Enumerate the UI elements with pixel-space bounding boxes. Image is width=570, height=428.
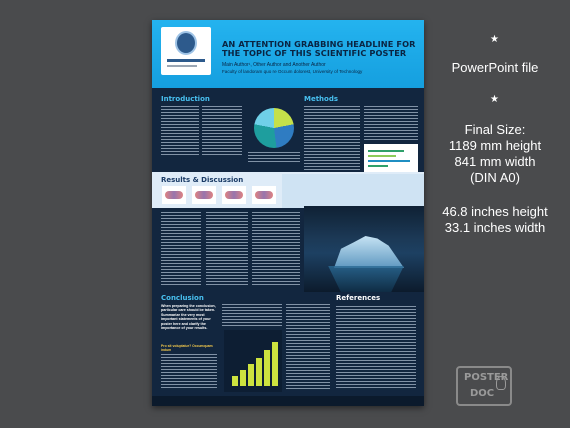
- star-icon: ★: [490, 94, 499, 105]
- methods-bar-chart: [364, 144, 418, 172]
- chart-bar: [256, 358, 262, 386]
- poster-authors: Main Author¹, Other Author and Another Author: [222, 62, 326, 68]
- chart-bar: [232, 376, 238, 386]
- poster-title-line1: AN ATTENTION GRABBING HEADLINE FOR: [222, 39, 416, 49]
- iceberg-underwater: [324, 266, 408, 292]
- pie-caption: [248, 152, 300, 162]
- section-introduction: Introduction: [161, 95, 210, 103]
- results-text-col3: [252, 212, 300, 286]
- conclusion-text-col3: [286, 304, 330, 390]
- result-figure-3: [222, 186, 246, 204]
- file-type-label: PowerPoint file: [451, 60, 539, 75]
- conclusion-text: [161, 354, 217, 388]
- star-icon: ★: [490, 34, 499, 45]
- logo-text-line1: POSTER: [464, 372, 509, 383]
- results-text-col1: [161, 212, 201, 286]
- methods-bar: [368, 160, 410, 162]
- result-figure-1: [162, 186, 186, 204]
- iceberg-image: [304, 206, 424, 292]
- size-label: Final Size:: [464, 122, 526, 137]
- posterdoc-logo: [456, 366, 512, 406]
- conclusion-lead: When preparing the conclusion, particular care should be taken. Summarize the very most important statements of your poster here and clarify the importance of your results.: [161, 304, 216, 331]
- results-intro-box: [282, 174, 424, 208]
- logo-bar-secondary: [167, 65, 197, 67]
- conclusion-bar-chart: [224, 330, 282, 392]
- width-in: 33.1 inches width: [444, 220, 546, 235]
- conclusion-text-col2: [222, 304, 282, 326]
- conclusion-question: Pro sit voluptatur? Occumquam indum: [161, 344, 213, 352]
- section-conclusion: Conclusion: [161, 294, 204, 302]
- poster-preview: [152, 20, 424, 406]
- methods-bar: [368, 165, 388, 167]
- methods-text-col2: [364, 106, 418, 140]
- iceberg-shape: [334, 236, 404, 268]
- section-methods: Methods: [304, 95, 339, 103]
- pie-chart: [254, 108, 294, 148]
- methods-bar: [368, 155, 396, 157]
- din-label: (DIN A0): [470, 170, 520, 185]
- width-mm: 841 mm width: [454, 154, 536, 169]
- section-results: Results & Discussion: [161, 176, 244, 184]
- chart-bar: [264, 350, 270, 386]
- methods-bar: [368, 150, 404, 152]
- size-info: [430, 122, 560, 186]
- references-list: [336, 306, 416, 390]
- methods-text-col1: [304, 106, 360, 170]
- poster-title-line2: THE TOPIC OF THIS SCIENTIFIC POSTER: [222, 48, 407, 58]
- intro-text-col2: [202, 106, 242, 156]
- inch-info: [430, 204, 560, 236]
- poster-header: [152, 20, 424, 88]
- chart-bar: [272, 342, 278, 386]
- chart-bar: [248, 364, 254, 386]
- results-text-col2: [206, 212, 248, 286]
- lightbulb-icon: [496, 376, 506, 390]
- poster-affiliation: Faculty of landoram quo re Occum dolorest, University of Technology: [222, 69, 363, 74]
- poster-title: [222, 40, 418, 58]
- university-logo: [161, 27, 211, 75]
- seal-icon: [175, 31, 197, 55]
- height-mm: 1189 mm height: [448, 138, 542, 153]
- chart-bar: [240, 370, 246, 386]
- result-figure-4: [252, 186, 276, 204]
- poster-footer: [152, 396, 424, 406]
- section-references: References: [336, 294, 381, 302]
- intro-text-col1: [161, 106, 199, 156]
- logo-bar: [167, 59, 205, 62]
- height-in: 46.8 inches height: [442, 204, 548, 219]
- result-figure-2: [192, 186, 216, 204]
- logo-text-line2: DOC: [470, 388, 495, 399]
